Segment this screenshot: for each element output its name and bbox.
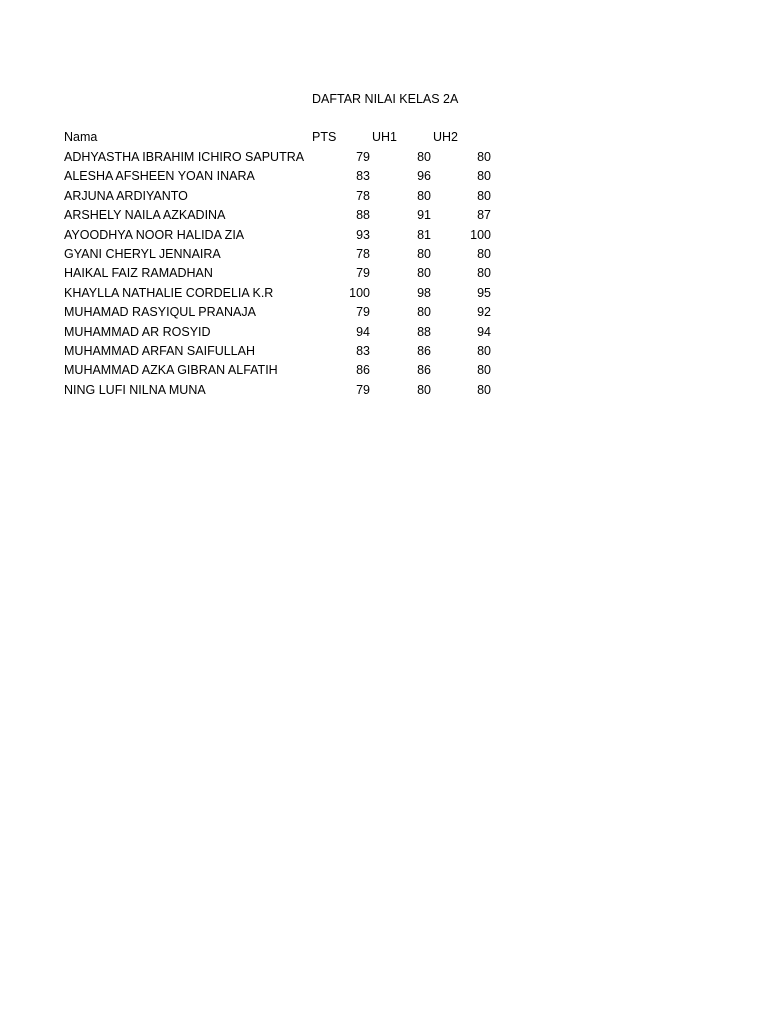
uh2-score: 80 [477, 363, 491, 378]
table-row [0, 343, 768, 362]
column-header-nama: Nama [64, 130, 98, 144]
uh1-score: 80 [417, 246, 431, 261]
pts-score: 93 [356, 227, 370, 242]
table-header [0, 129, 768, 145]
uh1-score: 80 [417, 266, 431, 281]
column-header-uh1: UH1 [372, 130, 398, 144]
uh2-score: 80 [477, 188, 491, 203]
table-row [0, 285, 768, 304]
column-header-uh2: UH2 [433, 130, 459, 144]
uh1-score: 86 [417, 343, 431, 358]
pts-score: 79 [356, 266, 370, 281]
uh1-score: 80 [417, 188, 431, 203]
student-table-body [0, 149, 768, 401]
table-row [0, 168, 768, 187]
table-row [0, 304, 768, 323]
uh1-score: 86 [417, 363, 431, 378]
student-name: MUHAMMAD AZKA GIBRAN ALFATIH [64, 363, 278, 378]
table-row [0, 382, 768, 401]
uh2-score: 87 [477, 208, 491, 223]
student-name: ADHYASTHA IBRAHIM ICHIRO SAPUTRA [64, 150, 305, 164]
uh2-score: 80 [477, 150, 491, 164]
uh1-score: 88 [417, 324, 431, 339]
pts-score: 78 [356, 246, 370, 261]
pts-score: 100 [349, 285, 370, 300]
table-row [0, 265, 768, 284]
uh2-score: 80 [477, 169, 491, 184]
uh2-score: 92 [477, 305, 491, 320]
uh1-score: 80 [417, 382, 431, 397]
student-name: AYOODHYA NOOR HALIDA ZIA [64, 227, 245, 242]
column-header-pts: PTS [312, 130, 337, 144]
table-row [0, 362, 768, 381]
table-row [0, 246, 768, 265]
pts-score: 78 [356, 188, 370, 203]
uh2-score: 94 [477, 324, 491, 339]
student-name: ALESHA AFSHEEN YOAN INARA [64, 169, 255, 184]
uh2-score: 95 [477, 285, 491, 300]
uh2-score: 80 [477, 343, 491, 358]
uh2-score: 80 [477, 266, 491, 281]
pts-score: 88 [356, 208, 370, 223]
table-row [0, 227, 768, 246]
pts-score: 94 [356, 324, 370, 339]
pts-score: 83 [356, 169, 370, 184]
pts-score: 79 [356, 382, 370, 397]
table-row [0, 188, 768, 207]
uh2-score: 80 [477, 246, 491, 261]
student-name: NING LUFI NILNA MUNA [64, 382, 206, 397]
student-name: KHAYLLA NATHALIE CORDELIA K.R [64, 285, 274, 300]
uh1-score: 80 [417, 305, 431, 320]
pts-score: 86 [356, 363, 370, 378]
student-name: ARSHELY NAILA AZKADINA [64, 208, 226, 223]
student-name: MUHAMMAD ARFAN SAIFULLAH [64, 343, 256, 358]
uh2-score: 80 [477, 382, 491, 397]
pts-score: 79 [356, 305, 370, 320]
pts-score: 83 [356, 343, 370, 358]
student-name: HAIKAL FAIZ RAMADHAN [64, 266, 213, 281]
student-name: ARJUNA ARDIYANTO [64, 188, 188, 203]
table-row [0, 149, 768, 168]
table-row [0, 324, 768, 343]
student-name: MUHAMAD RASYIQUL PRANAJA [64, 305, 256, 320]
uh1-score: 98 [417, 285, 431, 300]
table-row [0, 207, 768, 226]
uh1-score: 80 [417, 150, 431, 164]
uh1-score: 96 [417, 169, 431, 184]
student-name: MUHAMMAD AR ROSYID [64, 324, 211, 339]
uh1-score: 81 [417, 227, 431, 242]
uh2-score: 100 [470, 227, 491, 242]
pts-score: 79 [356, 150, 370, 164]
uh1-score: 91 [417, 208, 431, 223]
student-name: GYANI CHERYL JENNAIRA [64, 246, 221, 261]
page-title: DAFTAR NILAI KELAS 2A [312, 92, 459, 106]
